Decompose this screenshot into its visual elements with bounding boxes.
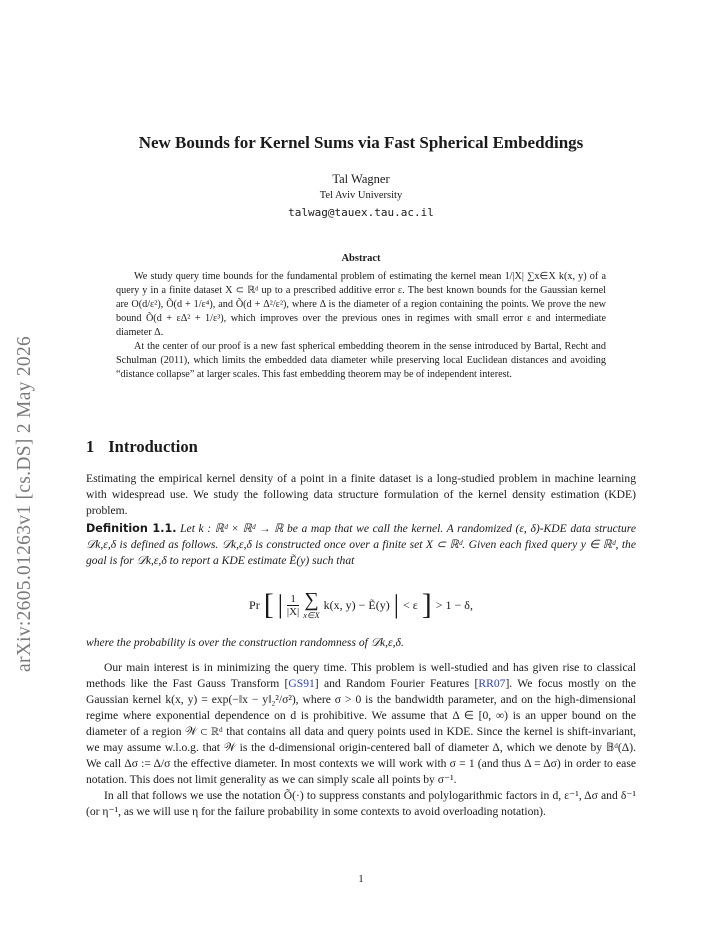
citation-rr07[interactable]: RR07 [478,677,506,690]
abstract-paragraph-1: We study query time bounds for the fundamental problem of estimating the kernel mean 1/|X| ∑x∈X k(x, y) of a query y in a finite dataset X ⊂ ℝᵈ up to a prescribed additive error ε. The best known bounds for the Gaussian kernel are O(d/ε²), Õ(d + 1/ε⁴), and Õ(d + Δ²/ε²), where Δ is the diameter of a region containing the points. We prove the new bound Õ(d + εΔ² + 1/ε³), which improves over the previous ones in regimes with small error ε and intermediate diameter Δ. [116,271,606,338]
eq-pr: Pr [249,597,260,612]
page-number: 1 [358,873,364,885]
definition-where-clause: where the probability is over the construction randomness of 𝒟k,ε,δ. [86,636,404,649]
abstract-paragraph-2: At the center of our proof is a new fast spherical embedding theorem in the sense introduced by Bartal, Recht and Schulman (2011), which limits the embedded data diameter while preserving local Euclidean distances and avoiding “distance collapse” at larger scales. This fast embedding theorem may be of independent interest. [116,341,606,380]
definition-label: Definition 1.1. [86,522,177,535]
citation-gs91[interactable]: GS91 [288,677,315,690]
section-title: Introduction [108,437,198,456]
eq-rhs: < ε [402,597,418,612]
paragraph-text: Our main interest is in minimizing the query time. This problem is well-studied and has given rise to classical methods like the Fast Gauss Transform [ [86,661,636,690]
main-text [86,660,636,820]
eq-result: > 1 − δ, [435,597,473,612]
eq-denominator: |X| [286,605,300,618]
eq-sum [303,590,319,620]
intro-paragraph: Estimating the empirical kernel density of a point in a finite dataset is a long-studied problem in machine learning with widespread use. We study the following data structure formulation of the kernel density estimation (KDE) problem. [86,472,636,517]
author-affiliation: Tel Aviv University [319,190,403,201]
abstract-heading: Abstract [341,253,381,264]
paragraph-notation: In all that follows we use the notation Õ(·) to suppress constants and polylogarithmic factors in d, ε⁻¹, Δσ and δ⁻¹ (or η⁻¹, as we will use η for the failure probability in some contexts to avoid overloading notation). [86,789,636,818]
abstract-body [116,270,606,382]
paragraph-main-interest [86,660,636,788]
eq-sum-subscript: x∈X [303,610,320,620]
section-number: 1 [86,437,95,456]
definition-text: Let k : ℝᵈ × ℝᵈ → ℝ be a map that we call the kernel. A randomized (ε, δ)-KDE data structure 𝒟k,ε,δ is defined as follows. 𝒟k,ε,δ is constructed once over a finite set X ⊂ ℝᵈ. Given each fixed query y ∈ ℝᵈ, the goal is for 𝒟k,ε,δ to report a KDE estimate Ẽ(y) such that [86,522,637,567]
paper-title: New Bounds for Kernel Sums via Fast Spherical Embeddings [138,133,584,152]
author-email: talwag@tauex.tau.ac.il [288,206,434,219]
author-name: Tal Wagner [332,172,390,186]
eq-numerator: 1 [290,592,296,605]
eq-abs-right: | [393,590,399,619]
eq-close-bracket: ] [421,588,432,621]
eq-term: k(x, y) − Ẽ(y) [323,597,390,612]
arxiv-sidebar-stamp: arXiv:2605.01263v1 [cs.DS] 2 May 2026 [14,335,35,672]
section-heading [86,437,198,457]
eq-fraction [287,593,299,618]
definition-block [86,521,636,569]
eq-abs-left: | [277,590,283,619]
paragraph-text: ]. We focus mostly on the Gaussian kernel k(x, y) = exp(−‖x − y‖₂²/σ²), where σ > 0 is the bandwidth parameter, and on the high-dimensional regime where exponential dependence on d is prohibitive. We assume that Δ ∈ [0, ∞) is an upper bound on the diameter of a region 𝒲 ⊂ ℝᵈ that contains all data and query points used in KDE. Since the kernel is shift-invariant, we may assume w.l.o.g. that 𝒲 is the d-dimensional origin-centered ball of diameter Δ, which we denote by 𝔹ᵈ(Δ). We call Δσ := Δ/σ the effective diameter. In most contexts we will work with σ = 1 (and thus Δ = Δσ) in order to ease notation. This does not limit generality as we can simply scale all points by σ⁻¹. [86,677,636,786]
display-equation [86,590,636,630]
paragraph-text: ] and Random Fourier Features [ [314,677,479,690]
eq-sigma: ∑ [304,589,319,611]
eq-open-bracket: [ [263,588,274,621]
